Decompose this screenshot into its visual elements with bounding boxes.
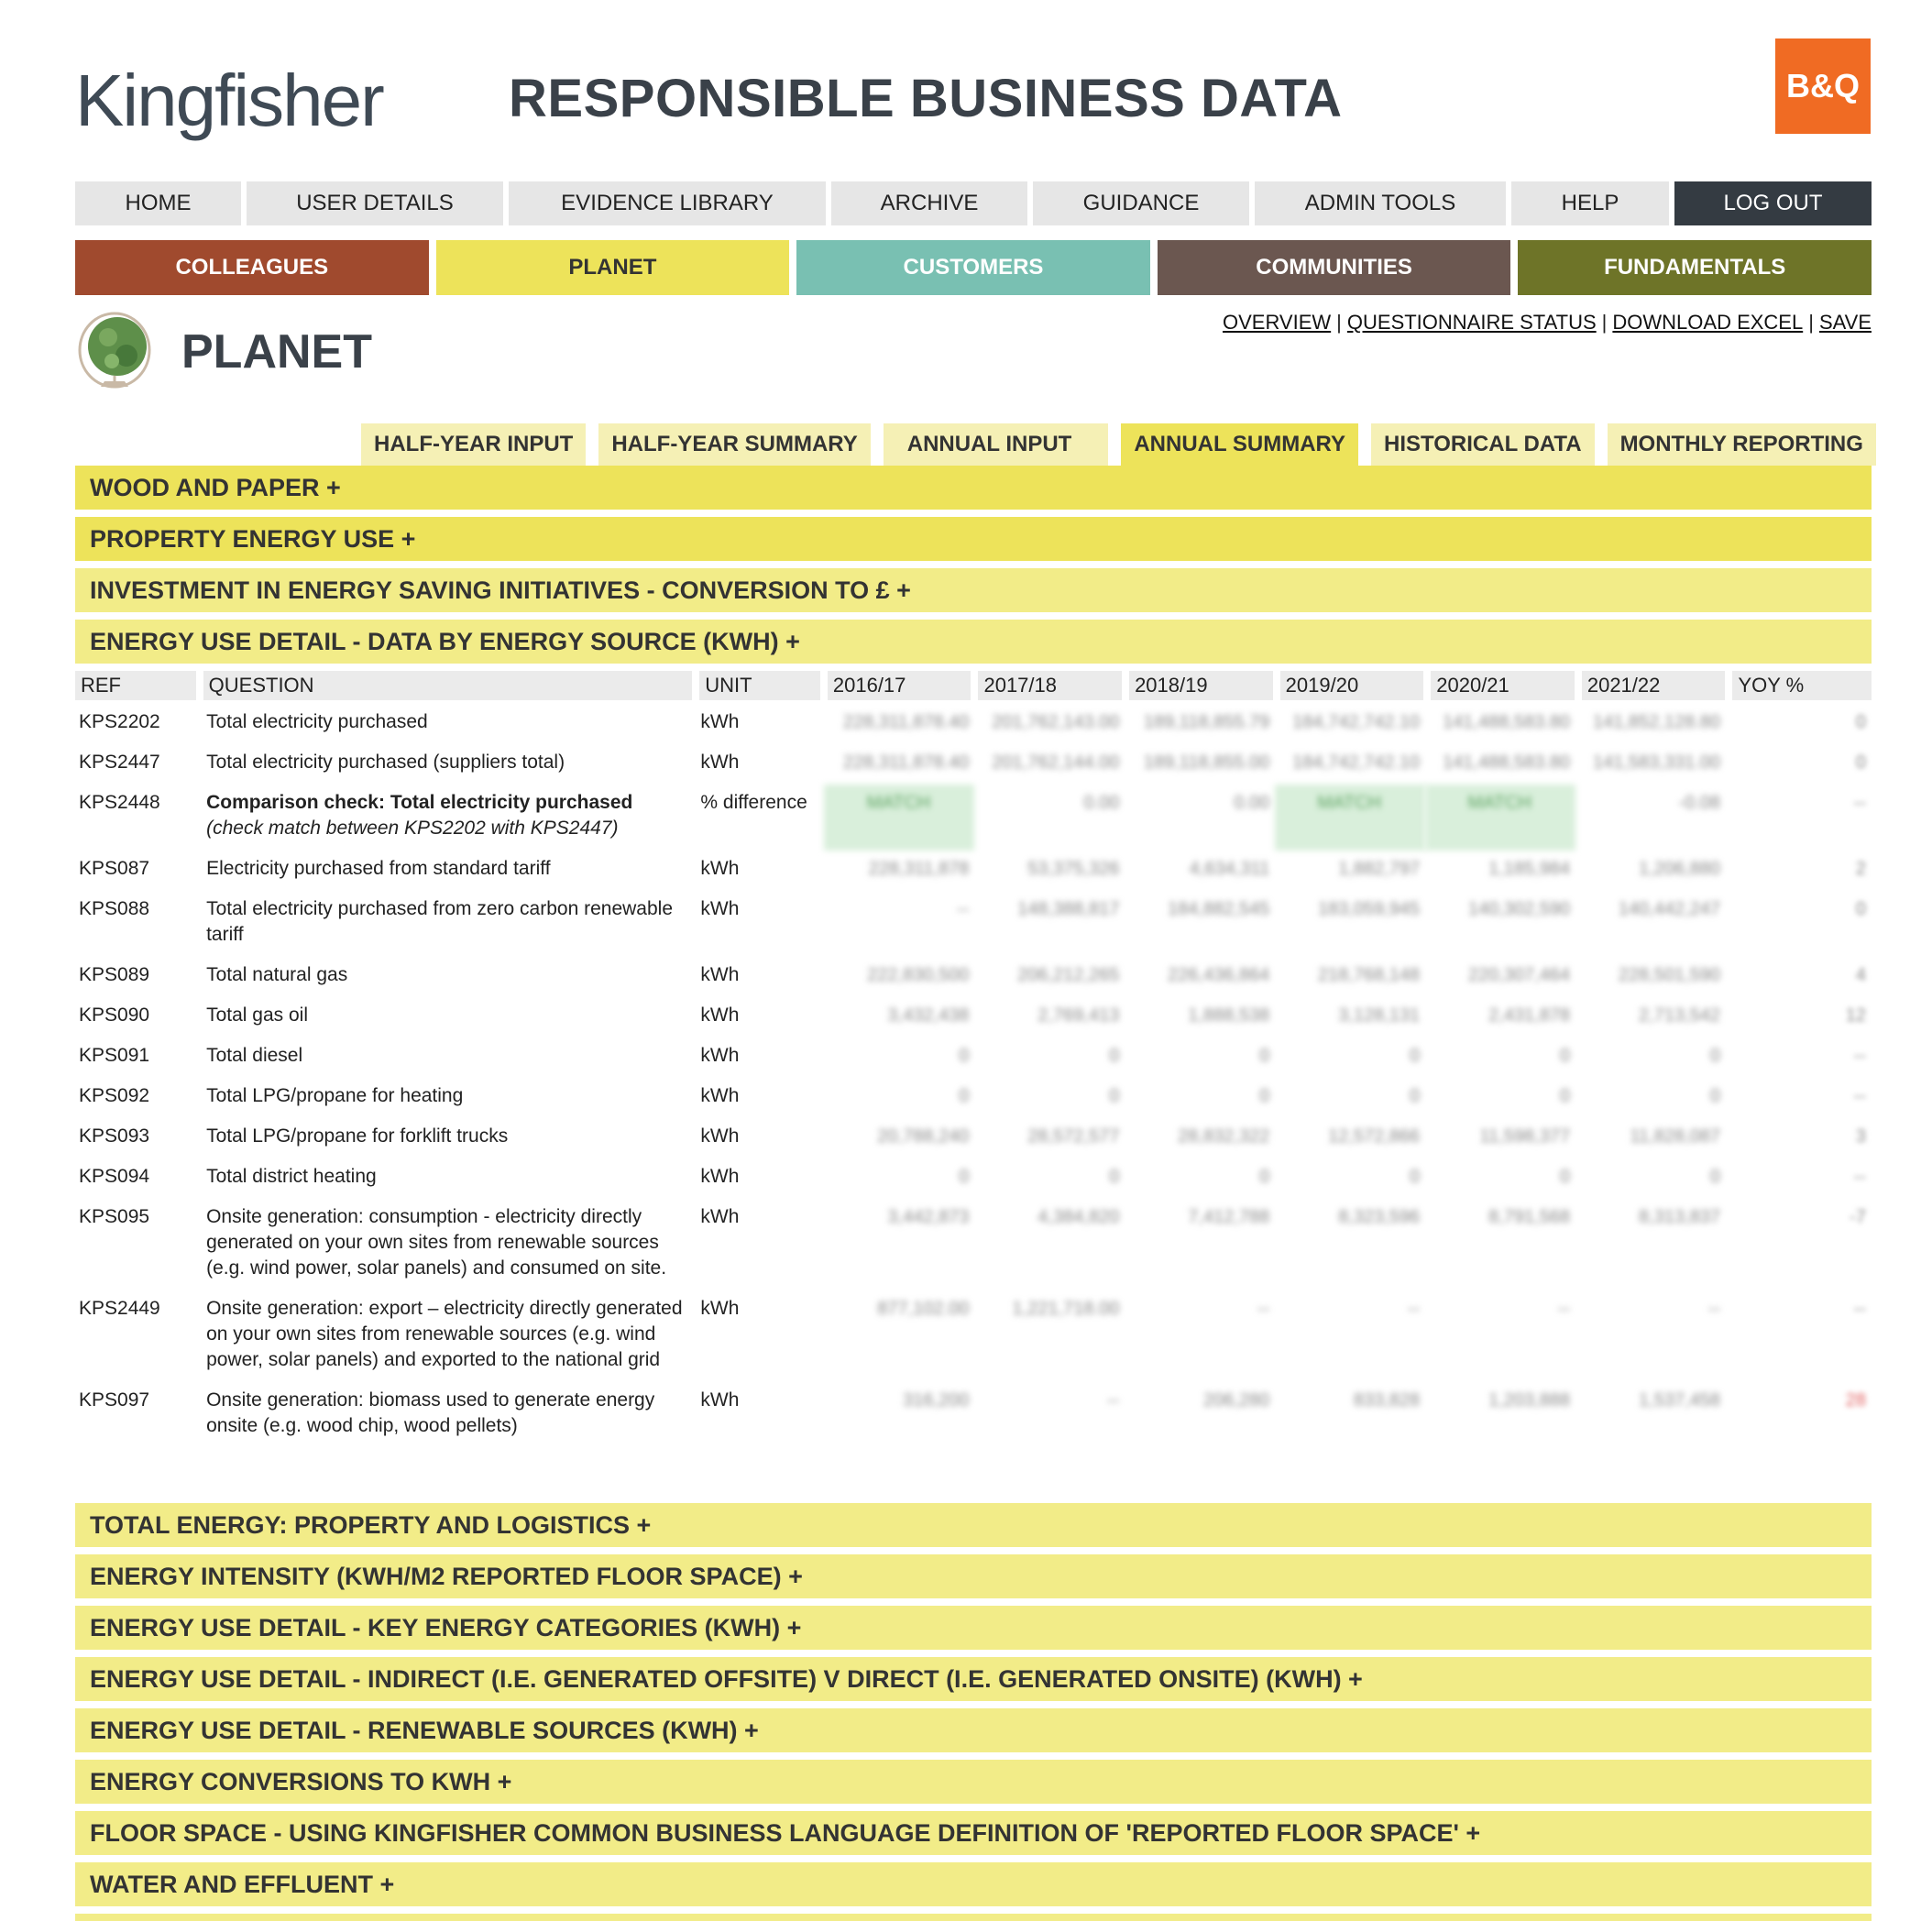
header-year: 2017/18 [978,671,1122,700]
category-colleagues[interactable]: COLLEAGUES [75,240,429,295]
header-year: 2021/22 [1582,671,1726,700]
table-row [75,1078,1872,1118]
row-value: 8,313,837 [1639,1207,1721,1227]
row-value: 141,583,331.00 [1592,752,1721,773]
section-water-and-effluent[interactable]: WATER AND EFFLUENT + [75,1862,1872,1906]
category-tabs [75,240,1872,295]
row-ref: KPS097 [79,1389,150,1411]
row-unit: kWh [700,1045,740,1066]
row-value: 2,769,413 [1037,1005,1120,1026]
row-unit: kWh [700,1298,740,1319]
row-unit: kWh [700,858,740,879]
section-total-energy[interactable]: TOTAL ENERGY: PROPERTY AND LOGISTICS + [75,1503,1872,1547]
row-yoy: -7 [1850,1207,1866,1227]
row-value: -- [957,899,970,919]
section-property-energy-use[interactable]: PROPERTY ENERGY USE + [75,517,1872,561]
question-text: Electricity purchased from standard tariff [206,858,551,879]
row-question [203,704,697,744]
question-text: Total diesel [206,1045,303,1066]
row-value: 0 [1109,1086,1120,1106]
row-ref: KPS2202 [79,711,160,732]
table-row [75,1037,1872,1078]
row-value: 3,432,438 [887,1005,970,1026]
question-text: Total LPG/propane for forklift trucks [206,1125,509,1147]
category-planet[interactable]: PLANET [436,240,790,295]
question-text: Total LPG/propane for heating [206,1085,464,1106]
row-value: 0 [1109,1167,1120,1187]
category-customers[interactable]: CUSTOMERS [796,240,1150,295]
table-row [75,1158,1872,1199]
row-value: 8,791,568 [1488,1207,1571,1227]
link-separator: | [1336,311,1342,334]
tab-half-year-input[interactable]: HALF-YEAR INPUT [361,423,586,466]
table-row [75,851,1872,891]
row-ref: KPS2448 [79,792,160,813]
question-text: Comparison check: Total electricity purchased [206,792,633,813]
row-value: 1,206,880 [1639,859,1721,879]
row-value: 0 [1709,1046,1721,1066]
row-value: 0 [1410,1086,1421,1106]
row-value: -- [1107,1390,1120,1411]
row-unit: kWh [700,964,740,985]
header-question: QUESTION [203,671,693,700]
row-value: 189,118,855.00 [1143,752,1270,773]
link-separator: | [1601,311,1608,334]
row-value: 220,307,464 [1467,965,1571,985]
row-unit: kWh [700,1004,740,1026]
nav-archive[interactable]: ARCHIVE [831,181,1027,225]
row-value: 228,501,590 [1618,965,1721,985]
row-value: 0 [1259,1046,1270,1066]
row-question [203,957,697,997]
question-text: Onsite generation: consumption - electricity directly generated on your own sites from renewable sources (e.g. wind power, solar panels) and consumed on site. [206,1206,667,1279]
row-unit: % difference [700,792,807,813]
question-text: Total electricity purchased [206,711,428,732]
row-value: 0 [1410,1167,1421,1187]
row-question [203,1037,697,1078]
question-note: (check match between KPS2202 with KPS2447) [206,818,619,839]
row-value: -- [1257,1299,1270,1319]
row-question [203,1078,697,1118]
row-value: 140,302,590 [1467,899,1571,919]
questionnaire-status-link[interactable]: QUESTIONNAIRE STATUS [1346,311,1597,334]
row-value: 12,572,866 [1328,1126,1421,1147]
row-yoy: -- [1853,1086,1866,1106]
row-value: 877,102.00 [877,1299,970,1319]
row-question [203,851,697,891]
row-value: 1,221,718.00 [1012,1299,1120,1319]
row-yoy: 2 [1855,859,1866,879]
row-question [203,1199,697,1290]
energy-source-table [75,671,1872,1448]
row-yoy: -- [1853,793,1866,813]
row-value: 0 [1709,1086,1721,1106]
row-value: 222,830,500 [867,965,970,985]
row-ref: KPS089 [79,964,150,985]
row-value: MATCH [1425,785,1575,851]
row-question [203,891,697,957]
row-ref: KPS088 [79,898,150,919]
row-value: 2,713,542 [1639,1005,1721,1026]
row-value: -0.08 [1678,793,1721,813]
header-yoy: YOY % [1732,671,1872,700]
table-body [75,704,1872,1448]
table-row [75,891,1872,957]
bq-logo-badge: B&Q [1775,38,1871,134]
section-energy-use-by-source[interactable]: ENERGY USE DETAIL - DATA BY ENERGY SOURCE (KWH) + [75,620,1872,664]
row-value: 0 [1410,1046,1421,1066]
row-yoy: -- [1853,1167,1866,1187]
table-row [75,1290,1872,1382]
table-row [75,785,1872,851]
row-value: 148,388,817 [1017,899,1120,919]
row-yoy: 0 [1855,899,1866,919]
header-year: 2018/19 [1129,671,1273,700]
row-yoy: 3 [1855,1126,1866,1147]
view-tabs [361,423,1876,466]
tab-half-year-summary[interactable]: HALF-YEAR SUMMARY [598,423,870,466]
category-communities[interactable]: COMMUNITIES [1158,240,1511,295]
section-investment-energy-saving[interactable]: INVESTMENT IN ENERGY SAVING INITIATIVES - CONVERSION TO £ + [75,568,1872,612]
row-value: 0 [959,1086,970,1106]
nav-admin-tools[interactable]: ADMIN TOOLS [1255,181,1506,225]
row-value: -- [1407,1299,1421,1319]
section-wood-and-paper[interactable]: WOOD AND PAPER + [75,466,1872,510]
row-unit: kWh [700,1125,740,1147]
row-value: -- [1707,1299,1721,1319]
row-value: 0.00 [1234,793,1270,813]
row-value: MATCH [824,785,974,851]
row-value: 1,203,888 [1488,1390,1571,1411]
row-value: 0 [1259,1086,1270,1106]
question-text: Onsite generation: export – electricity directly generated on your own sites from renewable sources (e.g. wind power, solar panels) and exported to the national grid [206,1298,683,1370]
row-value: 11,598,377 [1479,1126,1571,1147]
tab-annual-input[interactable]: ANNUAL INPUT [884,423,1109,466]
header-ref: REF [75,671,196,700]
planet-globe-icon [75,310,154,396]
row-question [203,1382,697,1448]
page-title: PLANET [181,325,372,379]
row-value: 189,118,855.79 [1143,712,1270,732]
table-row [75,997,1872,1037]
row-question [203,785,697,851]
row-ref: KPS095 [79,1206,150,1227]
row-value: 4,384,820 [1037,1207,1120,1227]
tab-annual-summary[interactable]: ANNUAL SUMMARY [1121,423,1358,466]
nav-home[interactable]: HOME [75,181,241,225]
nav-help[interactable]: HELP [1511,181,1669,225]
row-unit: kWh [700,898,740,919]
row-value: 8,323,596 [1338,1207,1421,1227]
row-value: -- [1557,1299,1571,1319]
table-row [75,1382,1872,1448]
row-unit: kWh [700,1206,740,1227]
row-yoy: 4 [1855,965,1866,985]
top-navigation [75,181,1872,225]
row-value: 7,412,788 [1188,1207,1270,1227]
row-question [203,1290,697,1382]
nav-guidance[interactable]: GUIDANCE [1033,181,1249,225]
tab-monthly-reporting[interactable]: MONTHLY REPORTING [1608,423,1876,466]
row-value: 28,832,322 [1178,1126,1270,1147]
row-unit: kWh [700,711,740,732]
row-value: 53,375,326 [1027,859,1120,879]
row-value: 0 [1559,1046,1571,1066]
header-year: 2020/21 [1431,671,1575,700]
row-value: 20,788,240 [877,1126,970,1147]
row-unit: kWh [700,1389,740,1411]
section-next-partial[interactable] [75,1914,1872,1921]
row-value: 0 [1559,1086,1571,1106]
row-value: 2,431,878 [1488,1005,1571,1026]
page-actions [1223,310,1872,335]
row-value: 201,762,143.00 [992,712,1120,732]
row-value: 1,882,797 [1338,859,1421,879]
row-unit: kWh [700,1166,740,1187]
row-value: 1,537,458 [1639,1390,1721,1411]
row-value: 141,488,583.80 [1443,752,1571,773]
row-value: 184,742,742.10 [1292,752,1421,773]
row-value: 3,128,131 [1338,1005,1421,1026]
section-indirect-vs-direct[interactable]: ENERGY USE DETAIL - INDIRECT (I.E. GENERATED OFFSITE) V DIRECT (I.E. GENERATED ONSITE) (KWH) + [75,1657,1872,1701]
row-value: 184,742,742.10 [1292,712,1421,732]
table-row [75,744,1872,785]
section-floor-space[interactable]: FLOOR SPACE - USING KINGFISHER COMMON BUSINESS LANGUAGE DEFINITION OF 'REPORTED FLOOR SPACE' + [75,1811,1872,1855]
row-value: 141,488,583.80 [1443,712,1571,732]
section-energy-conversions[interactable]: ENERGY CONVERSIONS TO KWH + [75,1760,1872,1804]
row-value: 1,185,984 [1488,859,1571,879]
row-ref: KPS087 [79,858,150,879]
row-ref: KPS2447 [79,752,160,773]
app-title: RESPONSIBLE BUSINESS DATA [509,69,1343,128]
row-question [203,1118,697,1158]
row-value: 184,882,545 [1168,899,1270,919]
kingfisher-logo [75,55,405,156]
row-value: 4,634,311 [1189,859,1270,879]
row-value: 226,436,864 [1168,965,1270,985]
row-value: 141,852,128.80 [1592,712,1721,732]
save-link[interactable]: SAVE [1818,311,1872,334]
row-value: 0 [959,1167,970,1187]
row-value: 833,828 [1353,1390,1421,1411]
row-value: 3,442,873 [887,1207,970,1227]
row-value: 0 [1259,1167,1270,1187]
nav-log-out[interactable]: LOG OUT [1674,181,1872,225]
question-text: Total electricity purchased from zero carbon renewable tariff [206,898,674,945]
nav-user-details[interactable]: USER DETAILS [247,181,503,225]
header-year: 2019/20 [1280,671,1424,700]
row-value: 11,828,087 [1630,1126,1721,1147]
logo-wordmark: Kingfisher [75,60,383,141]
section-energy-intensity[interactable]: ENERGY INTENSITY (KWH/M2 REPORTED FLOOR SPACE) + [75,1554,1872,1598]
header-unit: UNIT [699,671,820,700]
row-yoy: 0 [1855,752,1866,773]
row-value: 0 [959,1046,970,1066]
row-value: 228,311,878 [868,859,970,879]
row-yoy: 28 [1845,1390,1866,1411]
table-row [75,1199,1872,1290]
row-value: 206,280 [1202,1390,1270,1411]
row-value: 1,888,538 [1188,1005,1270,1026]
table-row [75,704,1872,744]
row-yoy: -- [1853,1046,1866,1066]
download-excel-link[interactable]: DOWNLOAD EXCEL [1612,311,1804,334]
row-unit: kWh [700,1085,740,1106]
link-separator: | [1808,311,1814,334]
section-renewable-sources[interactable]: ENERGY USE DETAIL - RENEWABLE SOURCES (KWH) + [75,1708,1872,1752]
header-year: 2016/17 [828,671,971,700]
table-header [75,671,1872,700]
row-yoy: -- [1853,1299,1866,1319]
table-row [75,1118,1872,1158]
row-unit: kWh [700,752,740,773]
row-value: 218,768,148 [1317,965,1421,985]
row-value: 0 [1709,1167,1721,1187]
row-value: MATCH [1275,785,1425,851]
row-question [203,1158,697,1199]
row-ref: KPS091 [79,1045,150,1066]
nav-evidence-library[interactable]: EVIDENCE LIBRARY [509,181,826,225]
row-ref: KPS092 [79,1085,150,1106]
question-text: Total electricity purchased (suppliers total) [206,752,565,773]
row-value: 140,442,247 [1618,899,1721,919]
row-value: 228,311,878.40 [842,752,970,773]
question-text: Total natural gas [206,964,348,985]
table-row [75,957,1872,997]
row-value: 0.00 [1083,793,1120,813]
row-value: 28,572,577 [1027,1126,1120,1147]
tab-historical-data[interactable]: HISTORICAL DATA [1371,423,1595,466]
row-ref: KPS2449 [79,1298,160,1319]
row-question [203,997,697,1037]
row-question [203,744,697,785]
row-value: 228,311,878.40 [842,712,970,732]
row-value: 0 [1109,1046,1120,1066]
question-text: Total district heating [206,1166,377,1187]
row-ref: KPS094 [79,1166,150,1187]
row-value: 183,059,945 [1317,899,1421,919]
row-value: 206,212,265 [1017,965,1120,985]
section-key-energy-categories[interactable]: ENERGY USE DETAIL - KEY ENERGY CATEGORIES (KWH) + [75,1606,1872,1650]
row-yoy: 0 [1855,712,1866,732]
category-fundamentals[interactable]: FUNDAMENTALS [1518,240,1872,295]
row-ref: KPS093 [79,1125,150,1147]
row-value: 0 [1559,1167,1571,1187]
question-text: Onsite generation: biomass used to generate energy onsite (e.g. wood chip, wood pellets) [206,1389,655,1436]
row-value: 316,200 [903,1390,970,1411]
row-yoy: 12 [1845,1005,1866,1026]
question-text: Total gas oil [206,1004,308,1026]
row-value: 201,762,144.00 [992,752,1120,773]
row-ref: KPS090 [79,1004,150,1026]
overview-link[interactable]: OVERVIEW [1222,311,1332,334]
